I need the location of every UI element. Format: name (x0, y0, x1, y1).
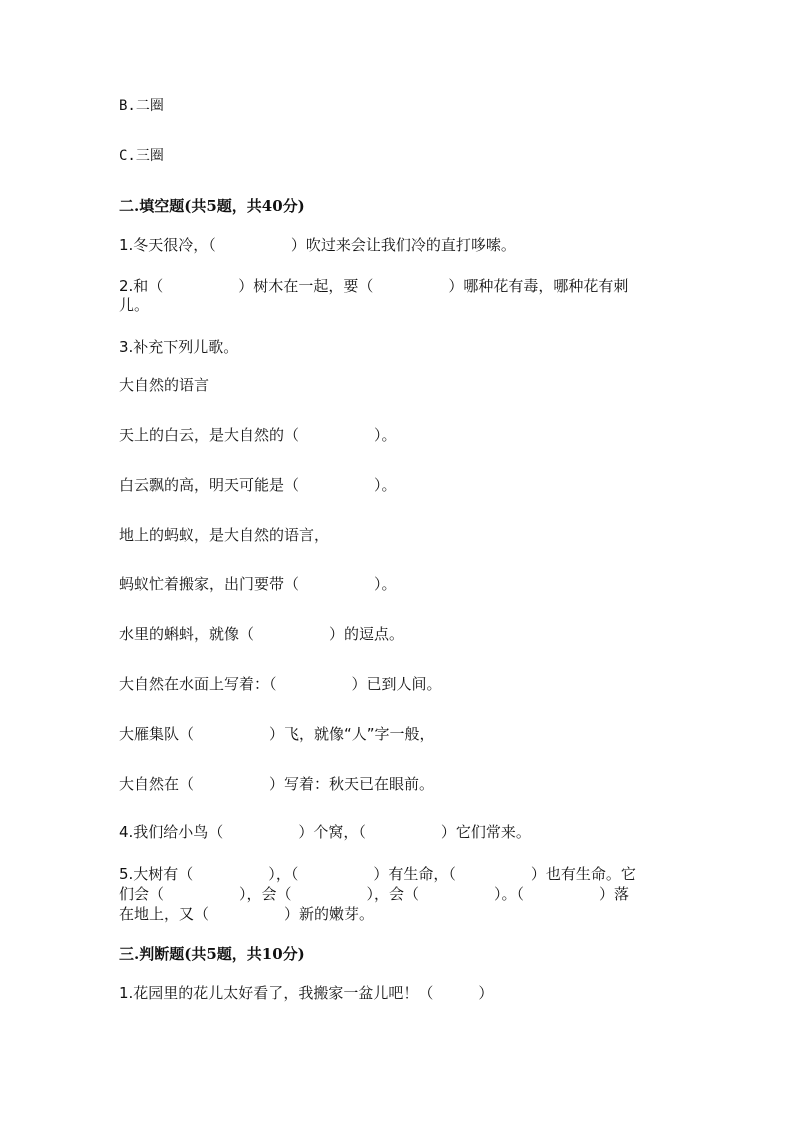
poem-line: 大自然在水面上写着：（ ）已到人间。 (119, 675, 442, 693)
judgment-question-1: 1.花园里的花儿太好看了，我搬家一盆儿吧！（ ） (119, 984, 494, 1002)
question-5-line-2: 们会（ ），会（ ），会（ ）。（ ）落 (119, 885, 630, 903)
question-2-line-2: 儿。 (119, 296, 150, 314)
question-4: 4.我们给小鸟（ ）个窝，（ ）它们常来。 (119, 823, 531, 841)
poem-line: 大自然在（ ）写着：秋天已在眼前。 (119, 775, 435, 793)
section-heading-fill-in: 二.填空题(共5题，共40分) (119, 197, 305, 215)
poem-line: 水里的蝌蚪，就像（ ）的逗点。 (119, 625, 405, 643)
poem-line: 白云飘的高，明天可能是（ ）。 (119, 476, 397, 494)
question-5-line-1: 5.大树有（ ），（ ）有生命，（ ）也有生命。它 (119, 865, 636, 883)
poem-line: 蚂蚁忙着搬家，出门要带（ ）。 (119, 575, 397, 593)
section-heading-true-false: 三.判断题(共5题，共10分) (119, 945, 305, 963)
poem-line: 天上的白云，是大自然的（ ）。 (119, 426, 397, 444)
question-1: 1.冬天很冷，（ ）吹过来会让我们冷的直打哆嗦。 (119, 236, 516, 254)
poem-line: 大雁集队（ ）飞，就像“人”字一般， (119, 725, 435, 743)
question-2-line-1: 2.和（ ）树木在一起，要（ ）哪种花有毒，哪种花有刺 (119, 277, 629, 295)
poem-title: 大自然的语言 (119, 376, 210, 394)
option-c: C.三圈 (119, 148, 164, 164)
option-b: B.二圈 (119, 98, 164, 114)
poem-line: 地上的蚂蚁，是大自然的语言， (119, 526, 330, 544)
question-3: 3.补充下列儿歌。 (119, 338, 239, 356)
question-5-line-3: 在地上，又（ ）新的嫩芽。 (119, 905, 375, 923)
